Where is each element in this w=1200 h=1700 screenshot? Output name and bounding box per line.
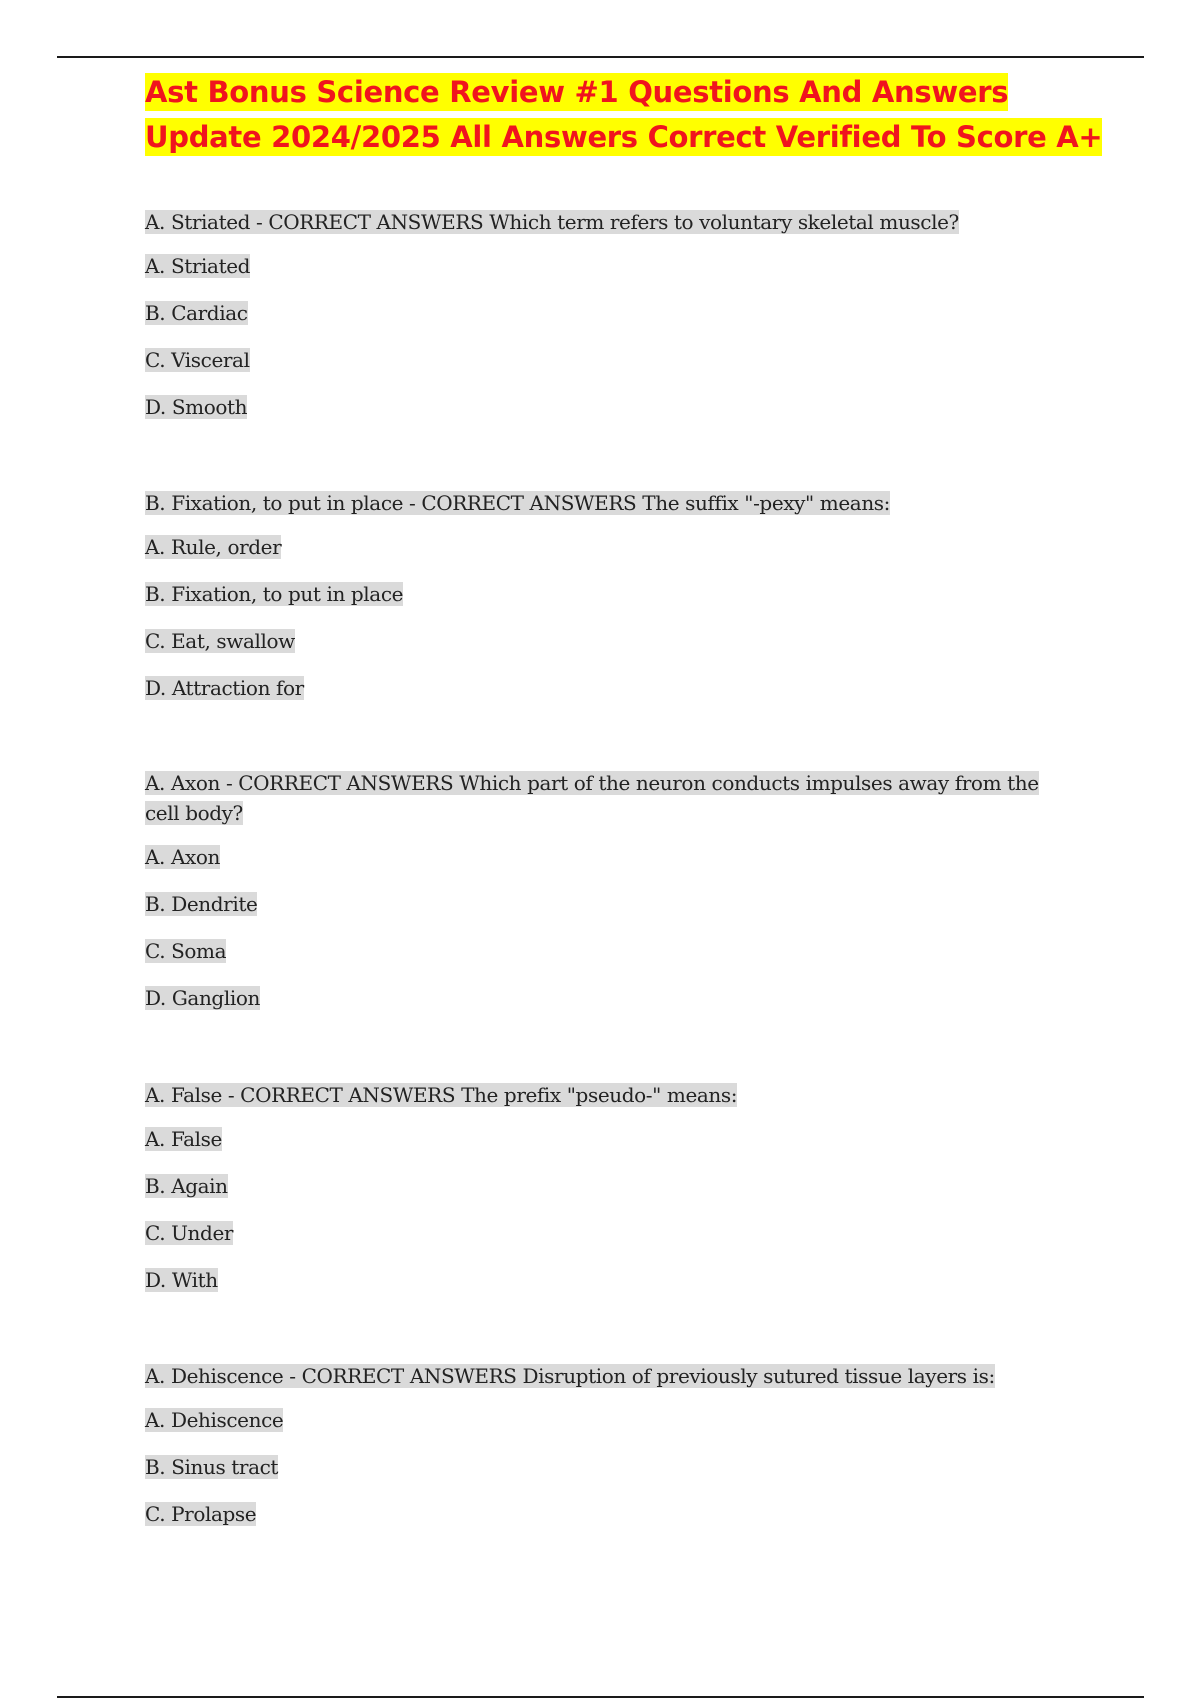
answer-option-text: A. Axon [145,845,221,869]
answer-option [145,532,1065,562]
answer-option [145,1499,1065,1529]
top-rule [57,56,1144,58]
answer-option [145,842,1065,872]
question-prompt-text: A. Axon - CORRECT ANSWERS Which part of the neuron conducts impulses away from the cell body? [145,771,1039,825]
answer-option [145,1452,1065,1482]
question-block-3 [145,768,1065,1013]
answer-option-text: C. Soma [145,939,227,963]
question-prompt-text: A. Striated - CORRECT ANSWERS Which term refers to voluntary skeletal muscle? [145,210,959,234]
answer-option [145,889,1065,919]
answer-option [145,392,1065,422]
answer-option [145,1171,1065,1201]
answer-option [145,983,1065,1013]
answer-option-text: C. Prolapse [145,1502,257,1526]
question-block-4 [145,1080,1065,1295]
answer-option [145,936,1065,966]
answer-option-text: B. Cardiac [145,301,248,325]
answer-option-text: A. Rule, order [145,535,282,559]
answer-option [145,579,1065,609]
answer-option-text: C. Under [145,1221,234,1245]
answer-option-text: A. False [145,1127,222,1151]
answer-option-text: A. Striated [145,254,251,278]
answer-option [145,1265,1065,1295]
answer-option-text: D. Attraction for [145,676,304,700]
answer-option-text: A. Dehiscence [145,1408,284,1432]
question-prompt [145,207,1065,237]
title-line-2: Update 2024/2025 All Answers Correct Verified To Score A+ [145,120,1103,154]
answer-option-text: B. Sinus tract [145,1455,279,1479]
answer-option-text: D. With [145,1268,218,1292]
answer-option [145,345,1065,375]
answer-option-text: D. Smooth [145,395,248,419]
question-block-2 [145,488,1065,703]
title-line-1: Ast Bonus Science Review #1 Questions And Answers [145,75,1009,109]
answer-option-text: B. Fixation, to put in place [145,582,404,606]
question-prompt-text: A. False - CORRECT ANSWERS The prefix "pseudo-" means: [145,1083,738,1107]
question-prompt [145,1080,1065,1110]
answer-option-text: C. Visceral [145,348,250,372]
question-prompt-text: B. Fixation, to put in place - CORRECT ANSWERS The suffix "-pexy" means: [145,491,891,515]
answer-option-text: C. Eat, swallow [145,629,295,653]
answer-option [145,673,1065,703]
answer-option [145,1218,1065,1248]
answer-option-text: B. Dendrite [145,892,258,916]
answer-option [145,1405,1065,1435]
question-block-1 [145,207,1065,422]
answer-option [145,626,1065,656]
answer-option [145,1124,1065,1154]
answer-option [145,251,1065,281]
question-prompt [145,488,1065,518]
answer-option-text: B. Again [145,1174,228,1198]
question-prompt [145,768,1065,828]
answer-option [145,298,1065,328]
answer-option-text: D. Ganglion [145,986,260,1010]
question-prompt-text: A. Dehiscence - CORRECT ANSWERS Disruption of previously sutured tissue layers is: [145,1364,995,1388]
document-title [145,70,1105,160]
bottom-rule [57,1696,1144,1698]
question-prompt [145,1361,1065,1391]
question-block-5 [145,1361,1065,1529]
